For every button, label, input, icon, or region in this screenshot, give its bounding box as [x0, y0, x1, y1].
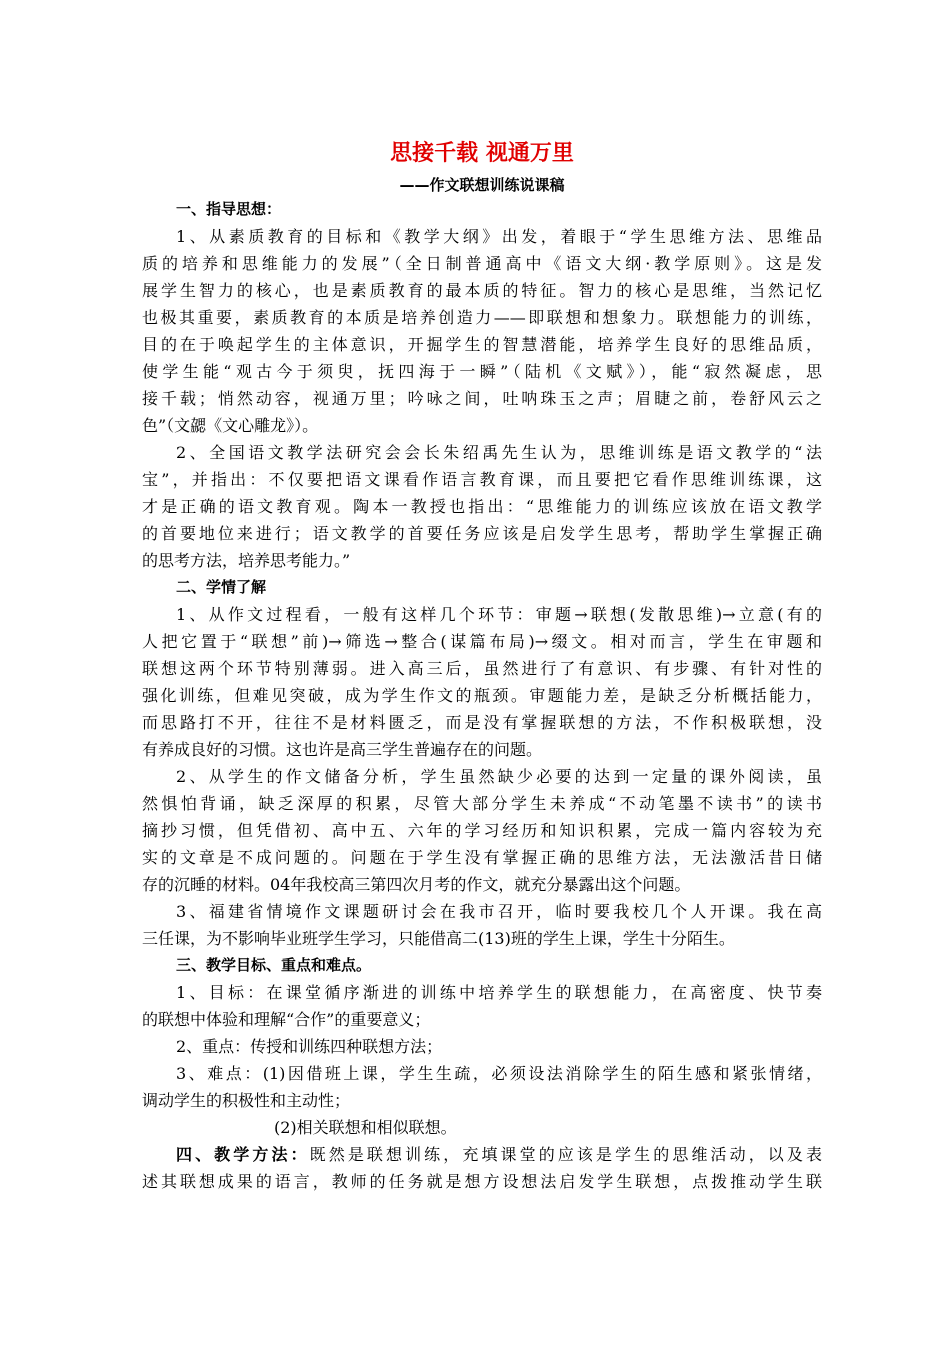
paragraph-text: 既然是联想训练，充填课堂的应该是学生的思维活动，以及表 [309, 1145, 822, 1164]
paragraph-line: 而思路打不开，往往不是材料匮乏，而是没有掌握联想的方法，不作积极联想，没 [142, 713, 822, 732]
paragraph-line: 的思考方法，培养思考能力。” [142, 551, 351, 570]
paragraph-line: 接千载；悄然动容，视通万里；吟咏之间，吐呐珠玉之声；眉睫之前，卷舒风云之 [142, 389, 822, 408]
paragraph-line: 3、福建省情境作文课题研讨会在我市召开，临时要我校几个人开课。我在高 [176, 902, 822, 921]
section-heading-1: 一、指导思想： [176, 200, 282, 218]
paragraph-line: (2)相关联想和相似联想。 [274, 1118, 457, 1137]
paragraph-line: 联想这两个环节特别薄弱。进入高三后，虽然进行了有意识、有步骤、有针对性的 [142, 659, 822, 678]
section-heading-4: 四、教学方法： [176, 1145, 310, 1164]
document-page [142, 134, 822, 1195]
paragraph-line [142, 1141, 822, 1168]
paragraph-line: 调动学生的积极性和主动性； [142, 1091, 351, 1110]
paragraph-line: 也极其重要，素质教育的本质是培养创造力——即联想和想象力。联想能力的训练， [142, 308, 822, 327]
paragraph-line: 的首要地位来进行；语文教学的首要任务应该是启发学生思考，帮助学生掌握正确 [142, 524, 822, 543]
paragraph-line: 2、全国语文教学法研究会会长朱绍禹先生认为，思维训练是语文教学的“法 [176, 443, 822, 462]
paragraph-line: 述其联想成果的语言，教师的任务就是想方设想法启发学生联想，点拨推动学生联 [142, 1172, 822, 1191]
paragraph-line: 质的培养和思维能力的发展”（全日制普通高中《语文大纲·教学原则》。这是发 [142, 254, 822, 273]
paragraph-line: 2、重点：传授和训练四种联想方法； [176, 1037, 443, 1056]
paragraph-line: 色”（文勰《文心雕龙》）。 [142, 416, 319, 435]
paragraph-line: 三任课，为不影响毕业班学生学习，只能借高二(13)班的学生上课，学生十分陌生。 [142, 929, 735, 948]
paragraph-line: 使学生能“观古今于须臾，抚四海于一瞬”（陆机《文赋》），能“寂然凝虑，思 [142, 362, 822, 381]
paragraph-line: 人把它置于“联想”前)→筛选→整合(谋篇布局)→缀文。相对而言，学生在审题和 [142, 632, 822, 651]
paragraph-line: 强化训练，但难见突破，成为学生作文的瓶颈。审题能力差，是缺乏分析概括能力， [142, 686, 822, 705]
paragraph-line: 目的在于唤起学生的主体意识，开掘学生的智慧潜能，培养学生良好的思维品质， [142, 335, 822, 354]
paragraph-line: 3、难点：(1)因借班上课，学生生疏，必须设法消除学生的陌生感和紧张情绪， [176, 1064, 822, 1083]
paragraph-line: 1、从素质教育的目标和《教学大纲》出发，着眼于“学生思维方法、思维品 [176, 227, 822, 246]
section-heading-3: 三、教学目标、重点和难点。 [176, 956, 372, 974]
paragraph-line: 2、从学生的作文储备分析，学生虽然缺少必要的达到一定量的课外阅读，虽 [176, 767, 822, 786]
paragraph-line: 存的沉睡的材料。04年我校高三第四次月考的作文，就充分暴露出这个问题。 [142, 875, 691, 894]
paragraph-line: 然惧怕背诵，缺乏深厚的积累，尽管大部分学生未养成“不动笔墨不读书”的读书 [142, 794, 822, 813]
paragraph-line: 1、从作文过程看，一般有这样几个环节：审题→联想(发散思维)→立意(有的 [176, 605, 822, 624]
paragraph-line: 才是正确的语文教育观。陶本一教授也指出：“思维能力的训练应该放在语文教学 [142, 497, 822, 516]
paragraph-line: 实的文章是不成问题的。问题在于学生没有掌握正确的思维方法，无法激活昔日储 [142, 848, 822, 867]
document-title: 思接千载 视通万里 [390, 141, 574, 166]
document-subtitle: ——作文联想训练说课稿 [399, 176, 565, 194]
section-heading-2: 二、学情了解 [176, 578, 267, 596]
paragraph-line: 1、目标：在课堂循序渐进的训练中培养学生的联想能力，在高密度、快节奏 [176, 983, 822, 1002]
paragraph-line: 有养成良好的习惯。这也许是高三学生普遍存在的问题。 [142, 740, 543, 759]
paragraph-line: 宝”，并指出：不仅要把语文课看作语言教育课，而且要把它看作思维训练课，这 [142, 470, 822, 489]
paragraph-line: 的联想中体验和理解“合作”的重要意义； [142, 1010, 431, 1029]
paragraph-line: 摘抄习惯，但凭借初、高中五、六年的学习经历和知识积累，完成一篇内容较为充 [142, 821, 822, 840]
paragraph-line: 展学生智力的核心，也是素质教育的最本质的特征。智力的核心是思维，当然记忆 [142, 281, 822, 300]
